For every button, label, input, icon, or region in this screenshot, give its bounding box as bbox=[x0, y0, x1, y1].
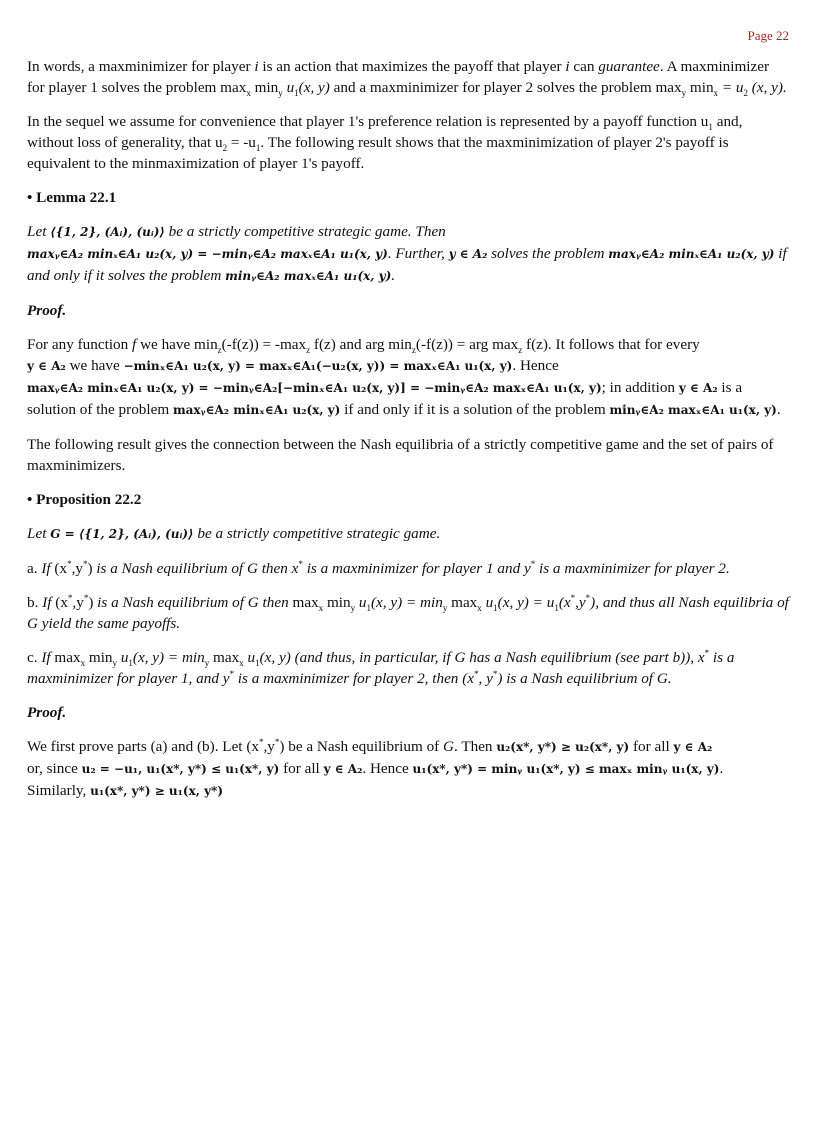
math-formula: minᵧ∈A₂ maxₓ∈A₁ u₁(x, y) bbox=[225, 269, 392, 283]
math-formula: G = ⟨{1, 2}, (Aᵢ), (uᵢ)⟩ bbox=[50, 527, 194, 541]
text: (x, y) (and thus, in particular, if G has a Nash equilibrium (see part b)), x bbox=[259, 649, 705, 666]
math-formula: −minₓ∈A₁ u₂(x, y) = maxₓ∈A₁(−u₂(x, y)) = maxₓ∈A₁ u₁(x, y) bbox=[123, 359, 513, 373]
proposition-statement bbox=[27, 523, 789, 545]
text: is a maxminimizer for player 2, then (x bbox=[233, 670, 474, 687]
text: Similarly, bbox=[27, 782, 91, 799]
text: ) bbox=[88, 594, 94, 611]
text: . The following result shows that the maxminimization of player 2's payoff is equivalent to the minmaximization of player 1's payoff. bbox=[27, 134, 729, 172]
math-formula: maxᵧ∈A₂ minₓ∈A₁ u₂(x, y) = −minᵧ∈A₂[−minₓ∈A₁ u₂(x, y)] = −minᵧ∈A₂ maxₓ∈A₁ u₁(x, y) bbox=[27, 381, 602, 395]
text: . bbox=[719, 760, 724, 777]
text: u bbox=[355, 594, 367, 611]
proposition-part-a: a. If (x*,y*) is a Nash equilibrium of G then x* is a maxminimizer for player 1 and y* is a maxminimizer for player 2. bbox=[27, 558, 730, 577]
text: ; in addition bbox=[601, 379, 679, 396]
text: . A maxminimizer for player 1 solves the problem max bbox=[27, 58, 770, 96]
text: ) be a Nash equilibrium of bbox=[279, 738, 444, 755]
text: max bbox=[292, 594, 319, 611]
text: . Further, bbox=[387, 245, 449, 262]
math-formula: maxᵧ∈A₂ minₓ∈A₁ u₂(x, y) = −minᵧ∈A₂ maxₓ∈A₁ u₁(x, y) bbox=[27, 247, 388, 261]
text: G bbox=[443, 738, 454, 755]
math-formula: u₂ = −u₁, u₁(x*, y*) ≤ u₁(x*, y) bbox=[81, 762, 280, 776]
text: (x, y) = min bbox=[132, 649, 205, 666]
math-formula: maxᵧ∈A₂ minₓ∈A₁ u₂(x, y) bbox=[608, 247, 775, 261]
lemma-statement bbox=[27, 221, 789, 287]
math-formula: u₁(x*, y*) = minᵧ u₁(x*, y) ≤ maxₓ minᵧ u₁(x, y) bbox=[412, 762, 720, 776]
text: ,y bbox=[263, 738, 275, 755]
document-body bbox=[27, 56, 789, 815]
text: min bbox=[85, 649, 113, 666]
text: ) bbox=[87, 560, 93, 577]
text: = u bbox=[718, 79, 744, 96]
text: i bbox=[254, 58, 259, 75]
proposition-part-b: b. If (x*,y*) is a Nash equilibrium of G then $\max_x \min_y u_1(x$, $y) = \min_y \max_x u_1(x$, $y) = u_1(x^*,y^*)$, and thus all Nash equilibria of G yield the same payoffs. bbox=[27, 592, 789, 632]
text: b. bbox=[27, 594, 43, 611]
lemma-heading: • Lemma 22.1 bbox=[27, 189, 117, 206]
text: f bbox=[132, 336, 137, 353]
text: u bbox=[481, 594, 494, 611]
paragraph-nash-connection: The following result gives the connection between the Nash equilibria of a strictly competitive game and the set of pairs of maxminimizers. bbox=[27, 436, 774, 474]
text: be a strictly competitive strategic game. Then bbox=[164, 223, 446, 240]
proposition-part-c: c. If $\max_x \min_y u_1(x$, $y) = \min_y \max_x u_1(x$, y) (and thus, in particular, if G has a Nash equilibrium (see part b)), x* is a maxminimizer for player 1, and y* is a maxminimizer for player 2, then (x*, y*) is a Nash equilibrium of G. bbox=[27, 647, 735, 687]
math-formula: y ∈ A₂ bbox=[323, 762, 363, 776]
text: If bbox=[42, 594, 56, 611]
math-formula: u₂(x*, y*) ≥ u₂(x*, y) bbox=[496, 740, 630, 754]
text: min bbox=[323, 594, 351, 611]
text: If bbox=[41, 560, 55, 577]
text: In the sequel we assume for convenience that player 1's preference relation is represented by a payoff function u bbox=[27, 113, 709, 130]
text: ,y bbox=[71, 560, 83, 577]
text: is a maxminimizer for player 1 and y bbox=[302, 560, 531, 577]
text: (x bbox=[54, 560, 68, 577]
text: max bbox=[54, 649, 81, 666]
text: if and only if it is a solution of the problem bbox=[340, 401, 610, 418]
text: (x bbox=[558, 594, 571, 611]
text: c. bbox=[27, 649, 42, 666]
text: Let bbox=[27, 223, 51, 240]
text: is a Nash equilibrium of G then bbox=[93, 594, 293, 611]
text: min bbox=[686, 79, 714, 96]
text: solves the problem bbox=[487, 245, 609, 262]
text: we have min bbox=[136, 336, 218, 353]
text: We first prove parts (a) and (b). Let (x bbox=[27, 738, 259, 755]
text: , y bbox=[478, 670, 493, 687]
math-formula: u₁(x*, y*) ≥ u₁(x, y*) bbox=[90, 784, 224, 798]
text: and a maxminimizer for player 2 solves the problem max bbox=[329, 79, 682, 96]
text: . Hence bbox=[512, 357, 559, 374]
text: we have bbox=[65, 357, 124, 374]
text: (x, y) bbox=[298, 79, 330, 96]
text: ) bbox=[590, 594, 596, 611]
math-formula: minᵧ∈A₂ maxₓ∈A₁ u₁(x, y) bbox=[609, 403, 777, 417]
text: guarantee bbox=[598, 58, 660, 75]
text: can bbox=[569, 58, 599, 75]
text: (x, y). bbox=[747, 79, 787, 96]
text: is a solution of the problem bbox=[27, 379, 743, 418]
text: for all bbox=[279, 760, 324, 777]
text: is a maxminimizer for player 1, and y bbox=[27, 649, 735, 687]
text: is a maxminimizer for player 2. bbox=[535, 560, 730, 577]
text: , and thus all Nash equilibria of G yield the same payoffs. bbox=[27, 594, 789, 632]
text: (x, y) = u bbox=[497, 594, 555, 611]
text: (-f(z)) = -max bbox=[221, 336, 307, 353]
text: If bbox=[41, 649, 55, 666]
text: . bbox=[776, 401, 781, 418]
text: i bbox=[565, 58, 570, 75]
text: max bbox=[447, 594, 478, 611]
text: or, since bbox=[27, 760, 82, 777]
math-formula: y ∈ A₂ bbox=[27, 359, 66, 373]
text: is an action that maximizes the payoff that player bbox=[258, 58, 566, 75]
proposition-heading: • Proposition 22.2 bbox=[27, 491, 142, 508]
text: f(z). It follows that for every bbox=[522, 336, 700, 353]
text: min bbox=[250, 79, 279, 96]
proof-heading: Proof. bbox=[27, 302, 67, 319]
math-formula: y ∈ A₂ bbox=[678, 381, 718, 395]
math-formula: ⟨{1, 2}, (Aᵢ), (uᵢ)⟩ bbox=[50, 225, 165, 239]
paragraph-sequel-assumption: In the sequel we assume for convenience that player 1's preference relation is represented by a payoff function $u_1$ and, without loss of generality, that $u_2 = -u_1$. The following result shows that the maxminimization of player 2's payoff is equivalent to the minmaximization of player 1's payoff. bbox=[27, 113, 743, 172]
text: = -u bbox=[227, 134, 256, 151]
text: Let bbox=[27, 525, 51, 542]
text: a. bbox=[27, 560, 42, 577]
text: is a Nash equilibrium of G then x bbox=[92, 560, 299, 577]
text: . Hence bbox=[362, 760, 413, 777]
text: and, without loss of generality, that u bbox=[27, 113, 743, 151]
text: . Then bbox=[454, 738, 497, 755]
text: f(z) and arg min bbox=[310, 336, 412, 353]
text: ,y bbox=[72, 594, 84, 611]
text: be a strictly competitive strategic game. bbox=[193, 525, 441, 542]
text: In words, a maxminimizer for player bbox=[27, 58, 255, 75]
math-formula: y ∈ A₂ bbox=[673, 740, 713, 754]
proof-lemma-body: For any function f we have $\min_z(-f(z)) = -\max_z$ f(z) and arg $\min_z(-f(z))$ = arg $\max_z f(z)$. It follows that for every y ∈ A₂ we have −minₓ∈A₁ u₂(x, y) = maxₓ∈A₁(−u₂(x, y)) = maxₓ∈A₁ u₁(x, y). Hence maxᵧ∈A₂ minₓ∈A₁ u₂(x, y) = −minᵧ∈A₂[−minₓ∈A₁ u₂(x, y)] = −minᵧ∈A₂ maxₓ∈A₁ u₁(x, y); in addition y ∈ A₂ is a solution of the problem maxᵧ∈A₂ minₓ∈A₁ u₂(x, y) if and only if it is a solution of the problem minᵧ∈A₂ maxₓ∈A₁ u₁(x, y). bbox=[27, 336, 781, 418]
paragraph-maxminimizer-definition: In words, a maxminimizer for player i is an action that maximizes the payoff that player i can guarantee. A maxminimizer for player 1 solves the problem $\max_x \min_y u_1(x$, y) and a maxminimizer for player 2 solves the problem $\max_y \min_x = u_2$ (x, y). bbox=[27, 58, 787, 99]
text: ) is a Nash equilibrium of G. bbox=[497, 670, 672, 687]
text: for all bbox=[629, 738, 674, 755]
text: . bbox=[391, 267, 396, 284]
proof-heading: Proof. bbox=[27, 704, 67, 721]
text: (x, y) = min bbox=[371, 594, 443, 611]
text: ,y bbox=[575, 594, 586, 611]
math-formula: y ∈ A₂ bbox=[448, 247, 488, 261]
text: u bbox=[117, 649, 129, 666]
text: (x bbox=[55, 594, 68, 611]
page-number: Page 22 bbox=[747, 28, 789, 43]
text: if and only if it solves the problem bbox=[27, 245, 787, 284]
proof-proposition-body: We first prove parts (a) and (b). Let (x*,y*) be a Nash equilibrium of G. Then u₂(x*, y*) ≥ u₂(x*, y) for all y ∈ A₂ or, since u₂ = −u₁, u₁(x*, y*) ≤ u₁(x*, y) for all y ∈ A₂. Hence u₁(x*, y*) = minᵧ u₁(x*, y) ≤ maxₓ minᵧ u₁(x, y). Similarly, u₁(x*, y*) ≥ u₁(x, y*) bbox=[27, 736, 724, 799]
text: (-f(z)) = arg max bbox=[415, 336, 519, 353]
text: For any function bbox=[27, 336, 133, 353]
text: u bbox=[243, 649, 256, 666]
text: u bbox=[282, 79, 295, 96]
text: max bbox=[209, 649, 240, 666]
math-formula: maxᵧ∈A₂ minₓ∈A₁ u₂(x, y) bbox=[172, 403, 341, 417]
